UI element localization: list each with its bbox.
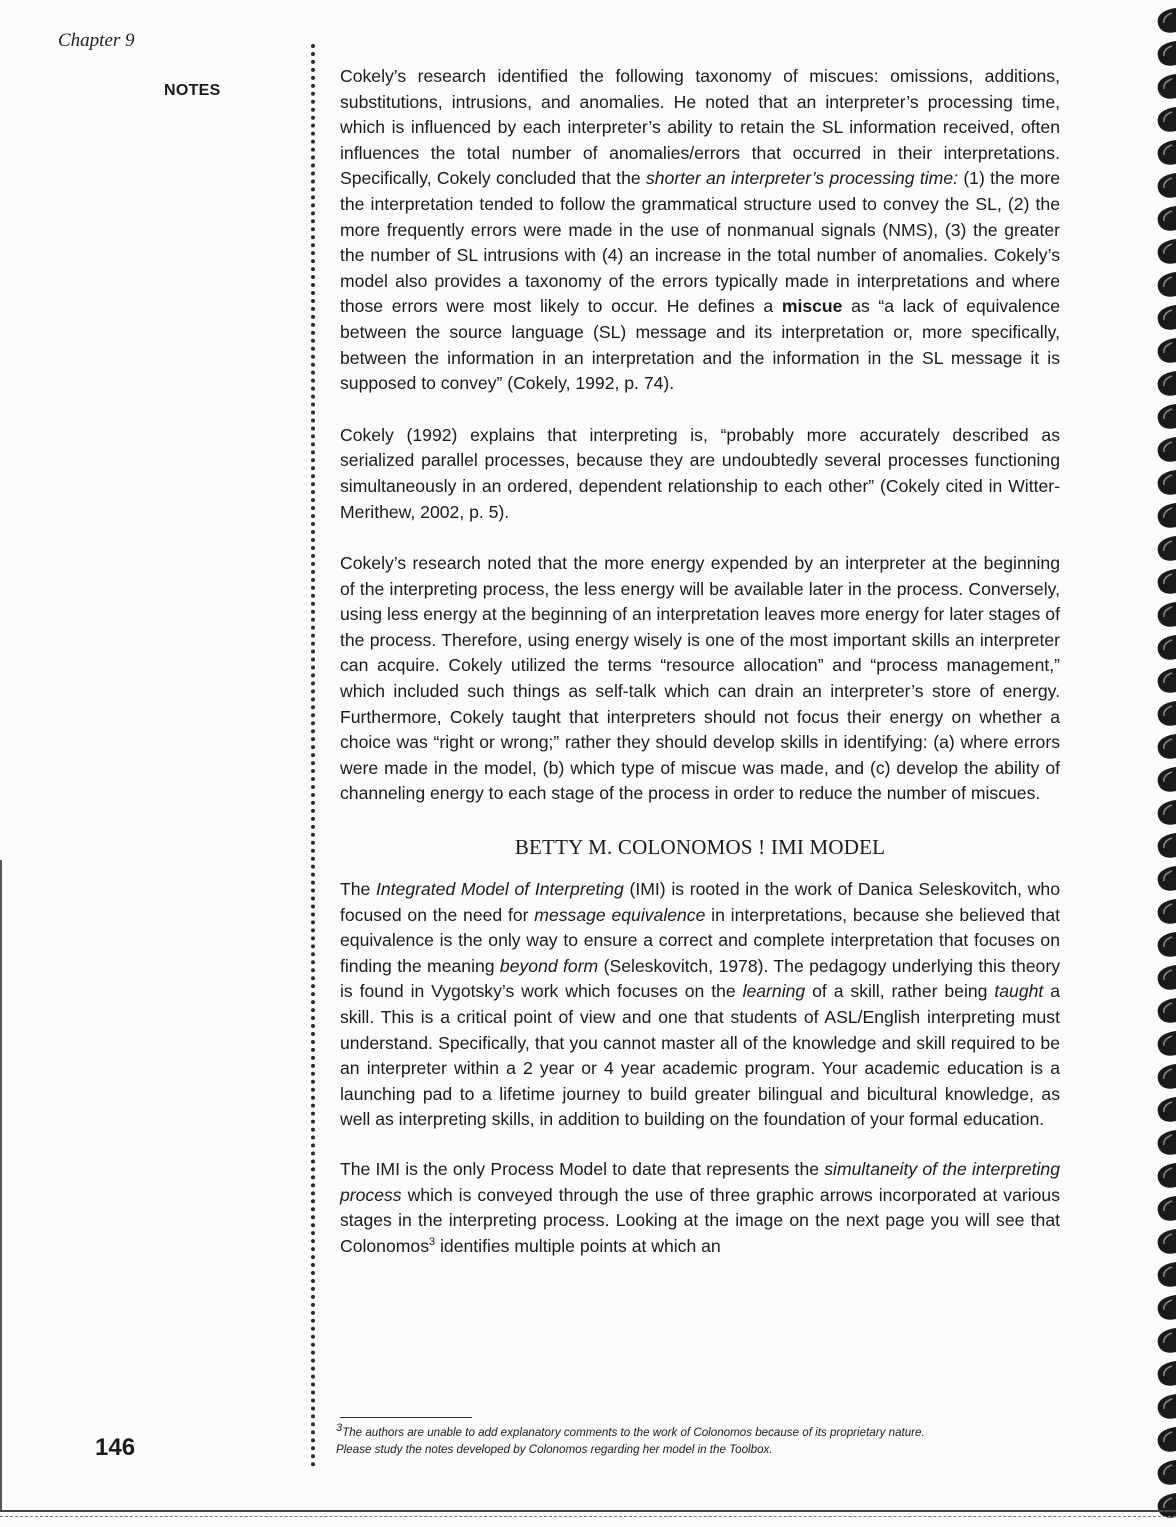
binding-coil [1158,1130,1176,1155]
section-heading: BETTY M. COLONOMOS ! IMI MODEL [514,835,886,860]
page-bottom-edge [0,1510,1176,1517]
binding-coil [1158,1097,1176,1122]
footnote-rule [340,1417,472,1418]
binding-coil [1158,701,1176,726]
binding-coil [1158,1361,1176,1386]
paragraph-5: The IMI is the only Process Model to date that represents the simultaneity of the interpreting process which is conveyed through the use of three graphic arrows incorporated at various stages in the interpreting process. Looking at the image on the next page you will see that Colonomos$^3$ identifies multiple points at which an [340,1158,1060,1256]
binding-coil [1158,932,1176,957]
binding-coil [1158,833,1176,858]
binding-coil [1158,1295,1176,1320]
spiral-binding [1142,0,1176,1527]
binding-coil [1158,470,1176,495]
chapter-label: Chapter 9 [58,30,135,51]
binding-coil [1158,602,1176,627]
binding-coil [1158,536,1176,561]
paragraph-2: Cokely (1992) explains that interpreting is, “probably more accurately described as serialized parallel processes, because they are undoubtedly several processes functioning simultaneously in an ordered, dependent relationship to each other” (Cokely cited in Witter-Merithew, 2002, p. 5). [340,424,1060,522]
binding-coil [1158,437,1176,462]
binding-coil [1158,8,1176,33]
binding-coil [1158,1460,1176,1485]
binding-coil [1158,767,1176,792]
binding-coil [1158,371,1176,396]
page-left-edge [0,860,2,1510]
binding-coil [1158,800,1176,825]
body-text [340,64,1060,1259]
binding-coil [1158,503,1176,528]
binding-coil [1158,1262,1176,1287]
binding-coil [1158,74,1176,99]
binding-coil [1158,140,1176,165]
footnote-line-1: $^3$The authors are unable to add explanatory comments to the work of Colonomos because of its proprietary nature. [336,1422,925,1439]
binding-coil [1158,41,1176,66]
binding-coil [1158,404,1176,429]
binding-coil [1158,107,1176,132]
binding-coil [1158,239,1176,264]
binding-coil [1158,965,1176,990]
binding-coil [1158,305,1176,330]
binding-coil [1158,734,1176,759]
binding-coil [1158,206,1176,231]
footnote-reference: 3 [429,1235,436,1248]
binding-coil [1158,1394,1176,1419]
binding-coil [1158,173,1176,198]
binding-coil [1158,668,1176,693]
binding-coil [1158,635,1176,660]
binding-coil [1158,1427,1176,1452]
binding-coil [1158,998,1176,1023]
paragraph-3: Cokely’s research noted that the more energy expended by an interpreter at the beginning of the interpreting process, the less energy will be available later in the process. Conversely, using less energy at the beginning of an interpretation leaves more energy for later stages of the process. Therefore, using energy wisely is one of the most important skills an interpreter can acquire. Cokely utilized the terms “resource allocation” and “process management,” which included such things as self-talk which can drain an interpreter’s store of energy. Furthermore, Cokely taught that interpreters should not focus their energy on whether a choice was “right or wrong;” rather they should develop skills in identifying: (a) where errors were made in the model, (b) which type of miscue was made, and (c) develop the ability of channeling energy to each stage of the process in order to reduce the number of miscues. [340,553,1060,804]
binding-coil [1158,1196,1176,1221]
binding-coil [1158,866,1176,891]
margin-dotted-rule [311,44,315,1468]
binding-coil [1158,569,1176,594]
paragraph-4: The Integrated Model of Interpreting (IMI) is rooted in the work of Danica Seleskovitch, who focused on the need for message equivalence in interpretations, because she believed that equivalence is the only way to ensure a correct and complete interpretation that focuses on finding the meaning beyond form (Seleskovitch, 1978). The pedagogy underlying this theory is found in Vygotsky’s work which focuses on the learning of a skill, rather being taught a skill. This is a critical point of view and one that students of ASL/English interpreting must understand. Specifically, that you cannot master all of the knowledge and skill required to be an interpreter within a 2 year or 4 year academic program. Your academic education is a launching pad to a lifetime journey to build greater bilingual and bicultural knowledge, as well as interpreting skills, in addition to building on the foundation of your formal education. [340,879,1060,1130]
binding-coil [1158,1328,1176,1353]
binding-coil [1158,1064,1176,1089]
notes-margin-label: NOTES [164,82,221,99]
binding-coil [1158,272,1176,297]
footnote-line-2: Please study the notes developed by Colonomos regarding her model in the Toolbox. [336,1443,773,1456]
paragraph-1: Cokely’s research identified the following taxonomy of miscues: omissions, additions, substitutions, intrusions, and anomalies. He noted that an interpreter’s processing time, which is influenced by each interpreter’s ability to retain the SL information received, often influences the total number of anomalies/errors that occurred in their interpretations. Specifically, Cokely concluded that the shorter an interpreter’s processing time: (1) the more the interpretation tended to follow the grammatical structure used to convey the SL, (2) the more frequently errors were made in the use of nonmanual signals (NMS), (3) the greater the number of SL intrusions with (4) an increase in the total number of anomalies. Cokely’s model also provides a taxonomy of the errors typically made in interpretations and where those errors were most likely to occur. He defines a miscue as “a lack of equivalence between the source language (SL) message and its interpretation or, more specifically, between the information in an interpretation and the information in the SL message it is supposed to convey” (Cokely, 1992, p. 74). [340,66,1060,394]
binding-coil [1158,1031,1176,1056]
binding-coil [1158,1229,1176,1254]
binding-coil [1158,899,1176,924]
footnote [336,1424,1076,1458]
binding-coil [1158,338,1176,363]
page-number: 146 [95,1434,136,1461]
binding-coil [1158,1163,1176,1188]
